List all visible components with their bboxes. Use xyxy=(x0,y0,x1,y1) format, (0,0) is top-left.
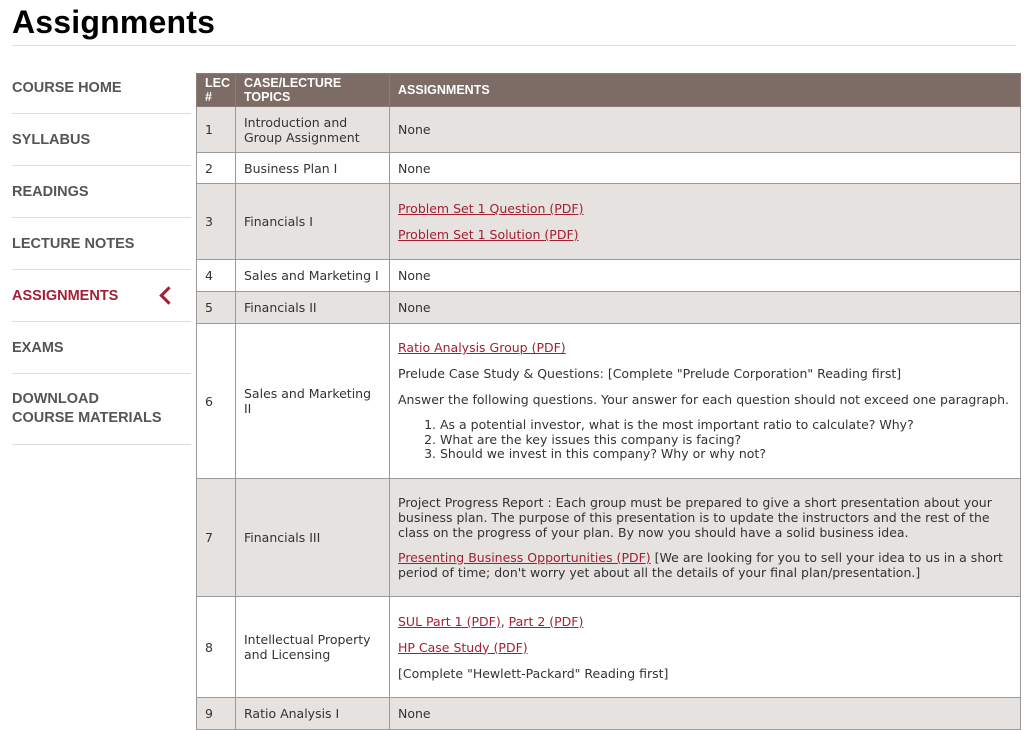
sidebar-item-label: SYLLABUS xyxy=(12,131,91,148)
cell-lec: 4 xyxy=(197,260,236,292)
hp-case-study-link[interactable]: HP Case Study (PDF) xyxy=(398,639,528,655)
cell-topic: Introduction and Group Assignment xyxy=(236,107,390,153)
title-divider xyxy=(12,45,1016,46)
cell-lec: 5 xyxy=(197,292,236,324)
cell-assignment xyxy=(390,324,1021,479)
table-row xyxy=(197,107,1021,153)
prelude-case-text: Prelude Case Study & Questions: [Complete "Prelude Corporation" Reading first] xyxy=(398,366,902,382)
table-row xyxy=(197,597,1021,698)
cell-assignment xyxy=(390,597,1021,698)
instructions-text: Answer the following questions. Your answer for each question should not exceed one paragraph. xyxy=(398,392,1009,408)
cell-topic: Sales and Marketing II xyxy=(236,324,390,479)
cell-lec: 2 xyxy=(197,153,236,184)
table-row xyxy=(197,292,1021,324)
cell-topic: Financials II xyxy=(236,292,390,324)
header-topics: CASE/LECTURE TOPICS xyxy=(236,74,390,107)
presenting-business-opportunities-link[interactable]: Presenting Business Opportunities (PDF) xyxy=(398,550,651,565)
table-row xyxy=(197,479,1021,597)
table-header-row xyxy=(197,74,1021,107)
cell-assignment: None xyxy=(390,698,1021,730)
cell-lec: 7 xyxy=(197,479,236,597)
cell-assignment xyxy=(390,479,1021,597)
cell-lec: 1 xyxy=(197,107,236,153)
cell-lec: 6 xyxy=(197,324,236,479)
presentation-note-text: [We are looking for you to sell your idea to us in a short period of time; don't worry yet about all the details of your final plan/presentation.] xyxy=(398,550,1003,580)
cell-lec: 9 xyxy=(197,698,236,730)
sidebar-item-syllabus[interactable] xyxy=(12,114,191,166)
sidebar-item-label: EXAMS xyxy=(12,339,64,356)
list-item: 2. What are the key issues this company is facing? xyxy=(440,433,1012,448)
cell-topic: Sales and Marketing I xyxy=(236,260,390,292)
cell-assignment xyxy=(390,184,1021,260)
sul-part-2-link[interactable]: Part 2 (PDF) xyxy=(508,613,584,629)
assignments-table xyxy=(196,73,1021,730)
sidebar-item-lecture-notes[interactable] xyxy=(12,218,191,270)
cell-assignment: None xyxy=(390,107,1021,153)
sidebar-item-readings[interactable] xyxy=(12,166,191,218)
table-row xyxy=(197,324,1021,479)
table-row xyxy=(197,184,1021,260)
cell-topic: Financials I xyxy=(236,184,390,260)
cell-topic: Ratio Analysis I xyxy=(236,698,390,730)
cell-topic: Business Plan I xyxy=(236,153,390,184)
cell-lec: 3 xyxy=(197,184,236,260)
sidebar-item-exams[interactable] xyxy=(12,322,191,374)
sidebar-item-assignments[interactable] xyxy=(12,270,191,322)
sidebar-item-label: LECTURE NOTES xyxy=(12,235,135,252)
question-list xyxy=(398,418,1012,462)
sidebar-item-course-home[interactable] xyxy=(12,62,191,114)
cell-topic: Intellectual Property and Licensing xyxy=(236,597,390,698)
sidebar-item-label: COURSE HOME xyxy=(12,79,122,96)
assignments-table-wrapper xyxy=(196,73,1021,730)
problem-set-1-question-link[interactable]: Problem Set 1 Question (PDF) xyxy=(398,201,584,216)
ratio-analysis-group-link[interactable]: Ratio Analysis Group (PDF) xyxy=(398,340,566,356)
cell-assignment: None xyxy=(390,292,1021,324)
cell-topic: Financials III xyxy=(236,479,390,597)
cell-lec: 8 xyxy=(197,597,236,698)
table-row xyxy=(197,698,1021,730)
page-title: Assignments xyxy=(12,4,216,40)
hp-reading-note: [Complete "Hewlett-Packard" Reading first] xyxy=(398,665,669,681)
list-item: 1. As a potential investor, what is the most important ratio to calculate? Why? xyxy=(440,418,1012,433)
list-item: 3. Should we invest in this company? Why or why not? xyxy=(440,447,1012,462)
table-row xyxy=(197,153,1021,184)
progress-report-text: Project Progress Report : Each group must be prepared to give a short presentation about your business plan. The purpose of this presentation is to update the instructors and the rest of the class on the progress of your plan. By now you should have a solid business idea. xyxy=(398,495,992,540)
table-row xyxy=(197,260,1021,292)
link-separator: , xyxy=(500,613,509,629)
sidebar-item-label: ASSIGNMENTS xyxy=(12,287,119,304)
problem-set-1-solution-link[interactable]: Problem Set 1 Solution (PDF) xyxy=(398,227,579,242)
sidebar-item-label: DOWNLOAD COURSE MATERIALS xyxy=(12,391,162,426)
sidebar-nav xyxy=(12,62,191,445)
cell-assignment: None xyxy=(390,260,1021,292)
sidebar-item-download-course-materials[interactable] xyxy=(12,374,191,445)
chevron-left-icon xyxy=(159,286,177,304)
header-lec-number: LEC # xyxy=(197,74,236,107)
cell-assignment: None xyxy=(390,153,1021,184)
header-assignments: ASSIGNMENTS xyxy=(390,74,1021,107)
sul-part-1-link[interactable]: SUL Part 1 (PDF) xyxy=(398,613,501,629)
sidebar-item-label: READINGS xyxy=(12,183,89,200)
